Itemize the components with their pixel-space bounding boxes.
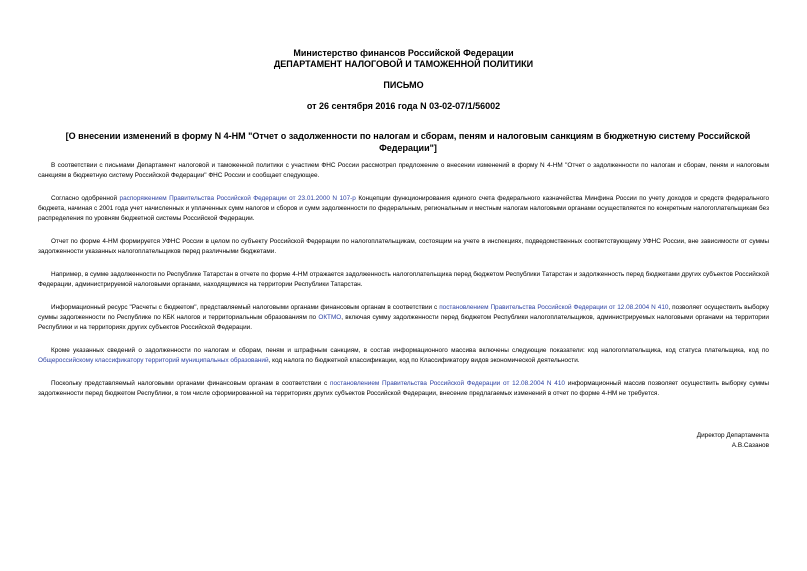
signatory-position: Директор Департамента <box>696 432 769 439</box>
letterhead <box>0 48 807 70</box>
document-date-number: от 26 сентября 2016 года N 03-02-07/1/56002 <box>306 101 501 111</box>
link-oktmo[interactable]: ОКТМО <box>318 314 342 321</box>
document-type: ПИСЬМО <box>383 80 424 90</box>
paragraph-7: Поскольку представляемый налоговыми органами финансовым органам в соответствии с постановлением Правительства Российской Федерации от 12.08.2004 N 410 информационный массив позволяет осуществить выборку суммы задолженности перед бюджетом Республики, в том числе сформированной на территориях других субъектов Российской Федерации, внесение предлагаемых изменений в отчет по форме 4-НМ не требуется. <box>38 380 769 397</box>
link-resolution-410-second[interactable]: постановлением Правительства Российской Федерации от 12.08.2004 N 410 <box>330 380 565 387</box>
signatory-name: А.В.Сазанов <box>731 442 769 449</box>
paragraph-3: Отчет по форме 4-НМ формируется УФНС России в целом по субъекту Российской Федерации по налогоплательщикам, состоящим на учете в инспекциях, подведомственных соответствующему УФНС России, вне зависимости от суммы задолженности указанных налогоплательщиков перед различными бюджетами. <box>38 238 769 255</box>
document-subject: [О внесении изменений в форму N 4-НМ "Отчет о задолженности по налогам и сборам, пеням и налоговым санкциям в бюджетную систему Российской Федерации"] <box>65 131 751 153</box>
link-oktmo-classifier[interactable]: Общероссийскому классификатору территорий муниципальных образований <box>38 357 269 364</box>
signature-block <box>697 431 769 451</box>
paragraph-6: Кроме указанных сведений о задолженности по налогам и сборам, пеням и штрафным санкциям, в состав информационного массива включены следующие показатели: код налогоплательщика, код статуса плательщика, код по Общероссийскому классификатору территорий муниципальных образований, код налога по бюджетной классификации, код по Классификатору видов экономической деятельности. <box>38 347 769 364</box>
paragraph-2: Согласно одобренной распоряжением Правительства Российской Федерации от 23.01.2000 N 107-р Концепции функционирования единого счета федерального казначейства Минфина России по учету доходов и средств федерального бюджета, начиная с 2001 года учет начисленных и уплаченных сумм налогов и сборов и сумм задолженности по федеральным, региональным и местным налогам налоговыми органами осуществляется по конкретным налогоплательщикам без распределения по уровням бюджетной системы Российской Федерации. <box>38 195 770 222</box>
link-decree-107r[interactable]: распоряжением Правительства Российской Федерации от 23.01.2000 N 107-р <box>119 195 356 202</box>
department-name: ДЕПАРТАМЕНТ НАЛОГОВОЙ И ТАМОЖЕННОЙ ПОЛИТИКИ <box>273 59 534 69</box>
paragraph-4: Например, в сумме задолженности по Республике Татарстан в отчете по форме 4-НМ отражается задолженность налогоплательщика перед бюджетом Республики Татарстан и задолженность перед бюджетами других субъектов Российской Федерации, администрируемой налоговыми органами, находящимися на территории Республики Татарстан. <box>38 271 769 288</box>
paragraph-5: Информационный ресурс "Расчеты с бюджетом", представляемый налоговыми органами финансовым органам в соответствии с постановлением Правительства Российской Федерации от 12.08.2004 N 410, позволяет осуществить выборку суммы задолженности по Республике по КБК налогов и территориальным образованиям по ОКТМО, включая сумму задолженности перед бюджетом Республики налогоплательщиков, администрируемых налоговыми органами на территории Республики и на территориях других субъектов Российской Федерации. <box>38 304 769 331</box>
paragraph-1: В соответствии с письмами Департамент налоговой и таможенной политики с участием ФНС России рассмотрел предложение о внесении изменений в форму N 4-НМ "Отчет о задолженности по налогам и сборам, пеням и налоговым санкциям в бюджетную систему Российской Федерации" ФНС России и сообщает следующее. <box>38 162 769 179</box>
ministry-name: Министерство финансов Российской Федерации <box>293 48 514 58</box>
link-resolution-410[interactable]: постановлением Правительства Российской Федерации от 12.08.2004 N 410 <box>439 304 669 311</box>
document-body <box>38 161 769 412</box>
